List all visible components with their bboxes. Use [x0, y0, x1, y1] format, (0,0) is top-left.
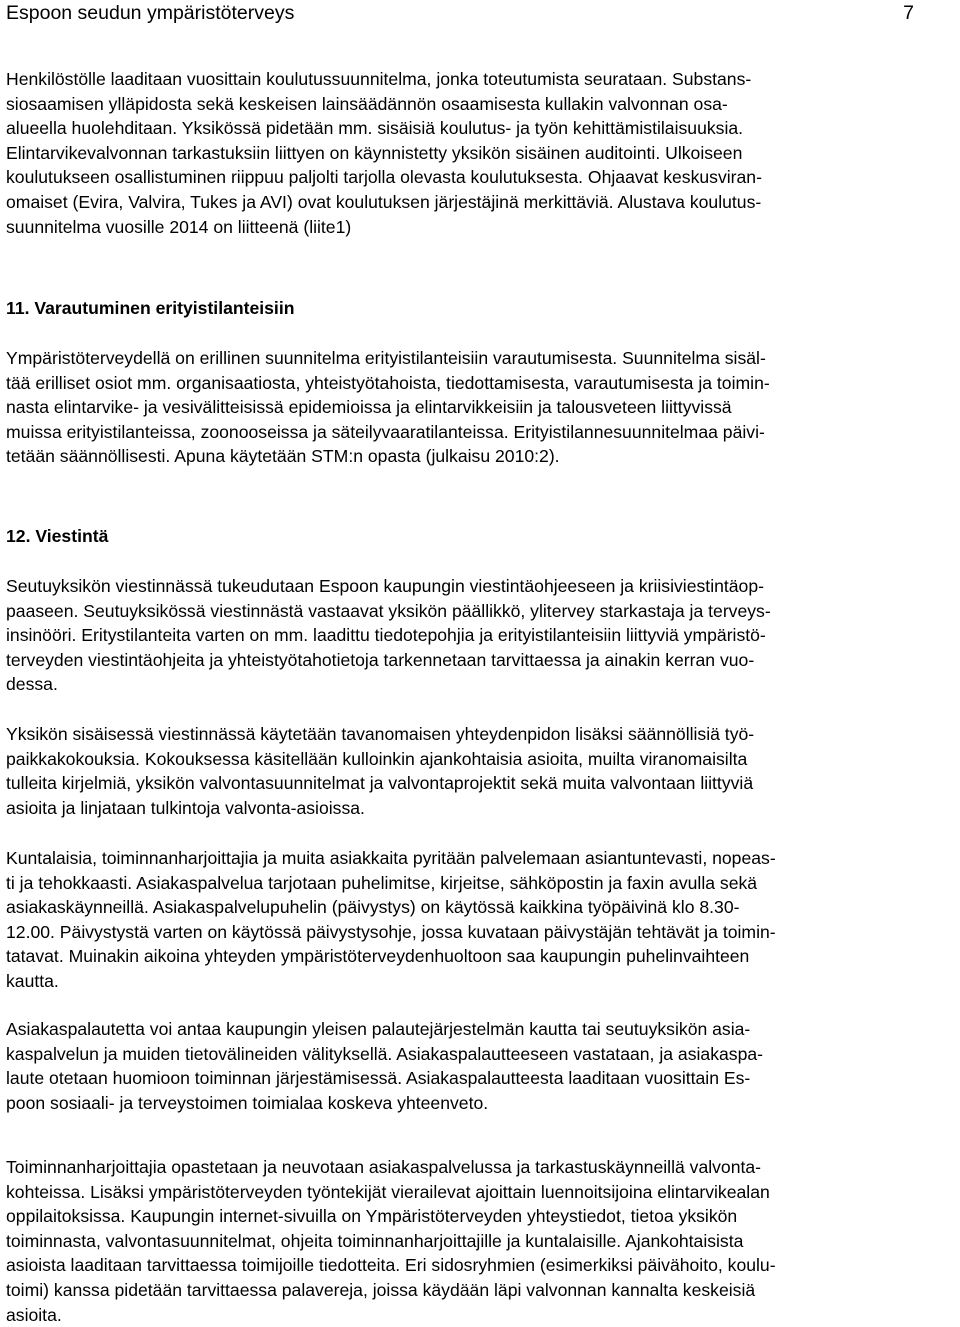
paragraph-training	[6, 67, 762, 239]
text-line: asioita.	[6, 1304, 62, 1325]
text-line: paikkakokouksia. Kokouksessa käsitellään kulloinkin ajankohtaisia asioita, muilta viranomaisilta	[6, 748, 748, 769]
text-line: nasta elintarvike- ja vesivälitteisissä epidemioissa ja elintarvikkeisiin ja talousveteen liittyvissä	[6, 397, 732, 418]
text-line: siosaamisen ylläpidosta sekä keskeisen lainsäädännön osaamisesta kullakin valvonnan osa-	[6, 93, 728, 114]
text-line: insinööri. Eritystilanteita varten on mm. laadittu tiedotepohjia ja erityistilanteisiin liittyviä ympäristö-	[6, 625, 766, 646]
text-line: asiakaskäynneillä. Asiakaspalvelupuhelin (päivystys) on käytössä kaikkina työpäivinä klo 8.30-	[6, 897, 740, 918]
paragraph-guidance	[6, 1155, 776, 1327]
text-line: 12.00. Päivystystä varten on käytössä päivystysohje, jossa kuvataan päivystäjän tehtävät ja toimin-	[6, 921, 776, 942]
text-line: tetään säännöllisesti. Apuna käytetään STM:n opasta (julkaisu 2010:2).	[6, 446, 560, 467]
text-line: terveyden viestintäohjeita ja yhteistyötahotietoja tarkennetaan tarvittaessa ja ainakin kerran vuo-	[6, 649, 755, 670]
text-line: laute otetaan huomioon toiminnan järjestämisessä. Asiakaspalautteesta laaditaan vuosittain Es-	[6, 1068, 751, 1089]
text-line: poon sosiaali- ja terveystoimen toimialaa koskeva yhteenveto.	[6, 1092, 489, 1113]
text-line: Yksikön sisäisessä viestinnässä käytetään tavanomaisen yhteydenpidon lisäksi säännöllisiä työ-	[6, 724, 755, 744]
text-line: asioista laaditaan tarvittaessa toimijoille tiedotteita. Eri sidosryhmien (esimerkiksi päivähoito, koulu-	[6, 1255, 776, 1276]
text-line: dessa.	[6, 674, 58, 695]
text-line: paaseen. Seutuyksikössä viestinnästä vastaavat yksikön päällikkö, ylitervey starkastaja ja terveys-	[6, 600, 771, 621]
paragraph-preparedness	[6, 346, 770, 469]
text-line: kohteissa. Lisäksi ympäristöterveyden työntekijät vierailevat ajoittain luennoitsijoina elintarvikealan	[6, 1181, 770, 1202]
text-line: Henkilöstölle laaditaan vuosittain koulutussuunnitelma, jonka toteutumista seurataan. Substans-	[6, 69, 752, 89]
text-line: toiminnasta, valvontasuunnitelmat, ohjeita toiminnanharjoittajille ja kuntalaisille. Ajankohtaisista	[6, 1230, 744, 1251]
text-line: Seutuyksikön viestinnässä tukeudutaan Espoon kaupungin viestintäohjeeseen ja kriisiviestintäop-	[6, 576, 764, 596]
paragraph-customer-service	[6, 846, 776, 994]
paragraph-customer-feedback	[6, 1017, 763, 1115]
text-line: koulutukseen osallistuminen riippuu paljolti tarjolla olevasta koulutuksesta. Ohjaavat keskusviran-	[6, 167, 762, 188]
text-line: Elintarvikevalvonnan tarkastuksiin liittyen on käynnistetty yksikön sisäinen auditointi. Ulkoiseen	[6, 142, 743, 163]
text-line: Kuntalaisia, toiminnanharjoittajia ja muita asiakkaita pyritään palvelemaan asiantuntevasti, nopeas-	[6, 848, 776, 868]
text-line: Toiminnanharjoittajia opastetaan ja neuvotaan asiakaspalvelussa ja tarkastuskäynneillä valvonta-	[6, 1157, 762, 1177]
document-title: Espoon seudun ympäristöterveys	[6, 2, 295, 24]
text-line: suunnitelma vuosille 2014 on liitteenä (liite1)	[6, 216, 352, 237]
text-line: asioita ja linjataan tulkintoja valvonta-asioissa.	[6, 797, 365, 818]
text-line: kautta.	[6, 970, 59, 991]
text-line: kaspalvelun ja muiden tietovälineiden välityksellä. Asiakaspalautteeseen vastataan, ja asiakaspa-	[6, 1043, 763, 1064]
section-heading-12: 12. Viestintä	[6, 526, 109, 546]
text-line: alueella huolehditaan. Yksikössä pidetään mm. sisäisiä koulutus- ja työn kehittämistilaisuuksia.	[6, 118, 744, 139]
text-line: Asiakaspalautetta voi antaa kaupungin yleisen palautejärjestelmän kautta tai seutuyksikön asia-	[6, 1019, 751, 1039]
text-line: oppilaitoksissa. Kaupungin internet-sivuilla on Ympäristöterveyden yhteystiedot, tietoa yksikön	[6, 1206, 738, 1227]
text-line: ti ja tehokkaasti. Asiakaspalvelua tarjotaan puhelimitse, kirjeitse, sähköpostin ja faxin avulla sekä	[6, 872, 758, 893]
section-heading-11: 11. Varautuminen erityistilanteisiin	[6, 298, 295, 318]
paragraph-communication	[6, 574, 771, 697]
text-line: muissa erityistilanteissa, zoonooseissa ja säteilyvaaratilanteissa. Erityistilannesuunnitelmaa päivi-	[6, 421, 765, 442]
text-line: tulleita kirjelmiä, yksikön valvontasuunnitelmat ja valvontaprojektit sekä muita valvontaan liittyviä	[6, 773, 754, 794]
text-line: toimi) kanssa pidetään tarvittaessa palavereja, joissa käydään läpi valvonnan kannalta keskeisiä	[6, 1279, 756, 1300]
text-line: Ympäristöterveydellä on erillinen suunnitelma erityistilanteisiin varautumisesta. Suunnitelma sisäl-	[6, 348, 766, 368]
text-line: tatavat. Muinakin aikoina yhteyden ympäristöterveydenhuoltoon saa kaupungin puhelinvaihteen	[6, 946, 750, 967]
document-page	[6, 0, 954, 1325]
page-header	[6, 0, 954, 26]
paragraph-internal-communication	[6, 722, 754, 820]
text-line: tää erilliset osiot mm. organisaatiosta, yhteistyötahoista, tiedottamisesta, varautumisesta ja toimin-	[6, 372, 770, 393]
page-number: 7	[903, 2, 914, 24]
text-line: omaiset (Evira, Valvira, Tukes ja AVI) ovat koulutuksen järjestäjinä merkittäviä. Alustava koulutus-	[6, 191, 762, 212]
